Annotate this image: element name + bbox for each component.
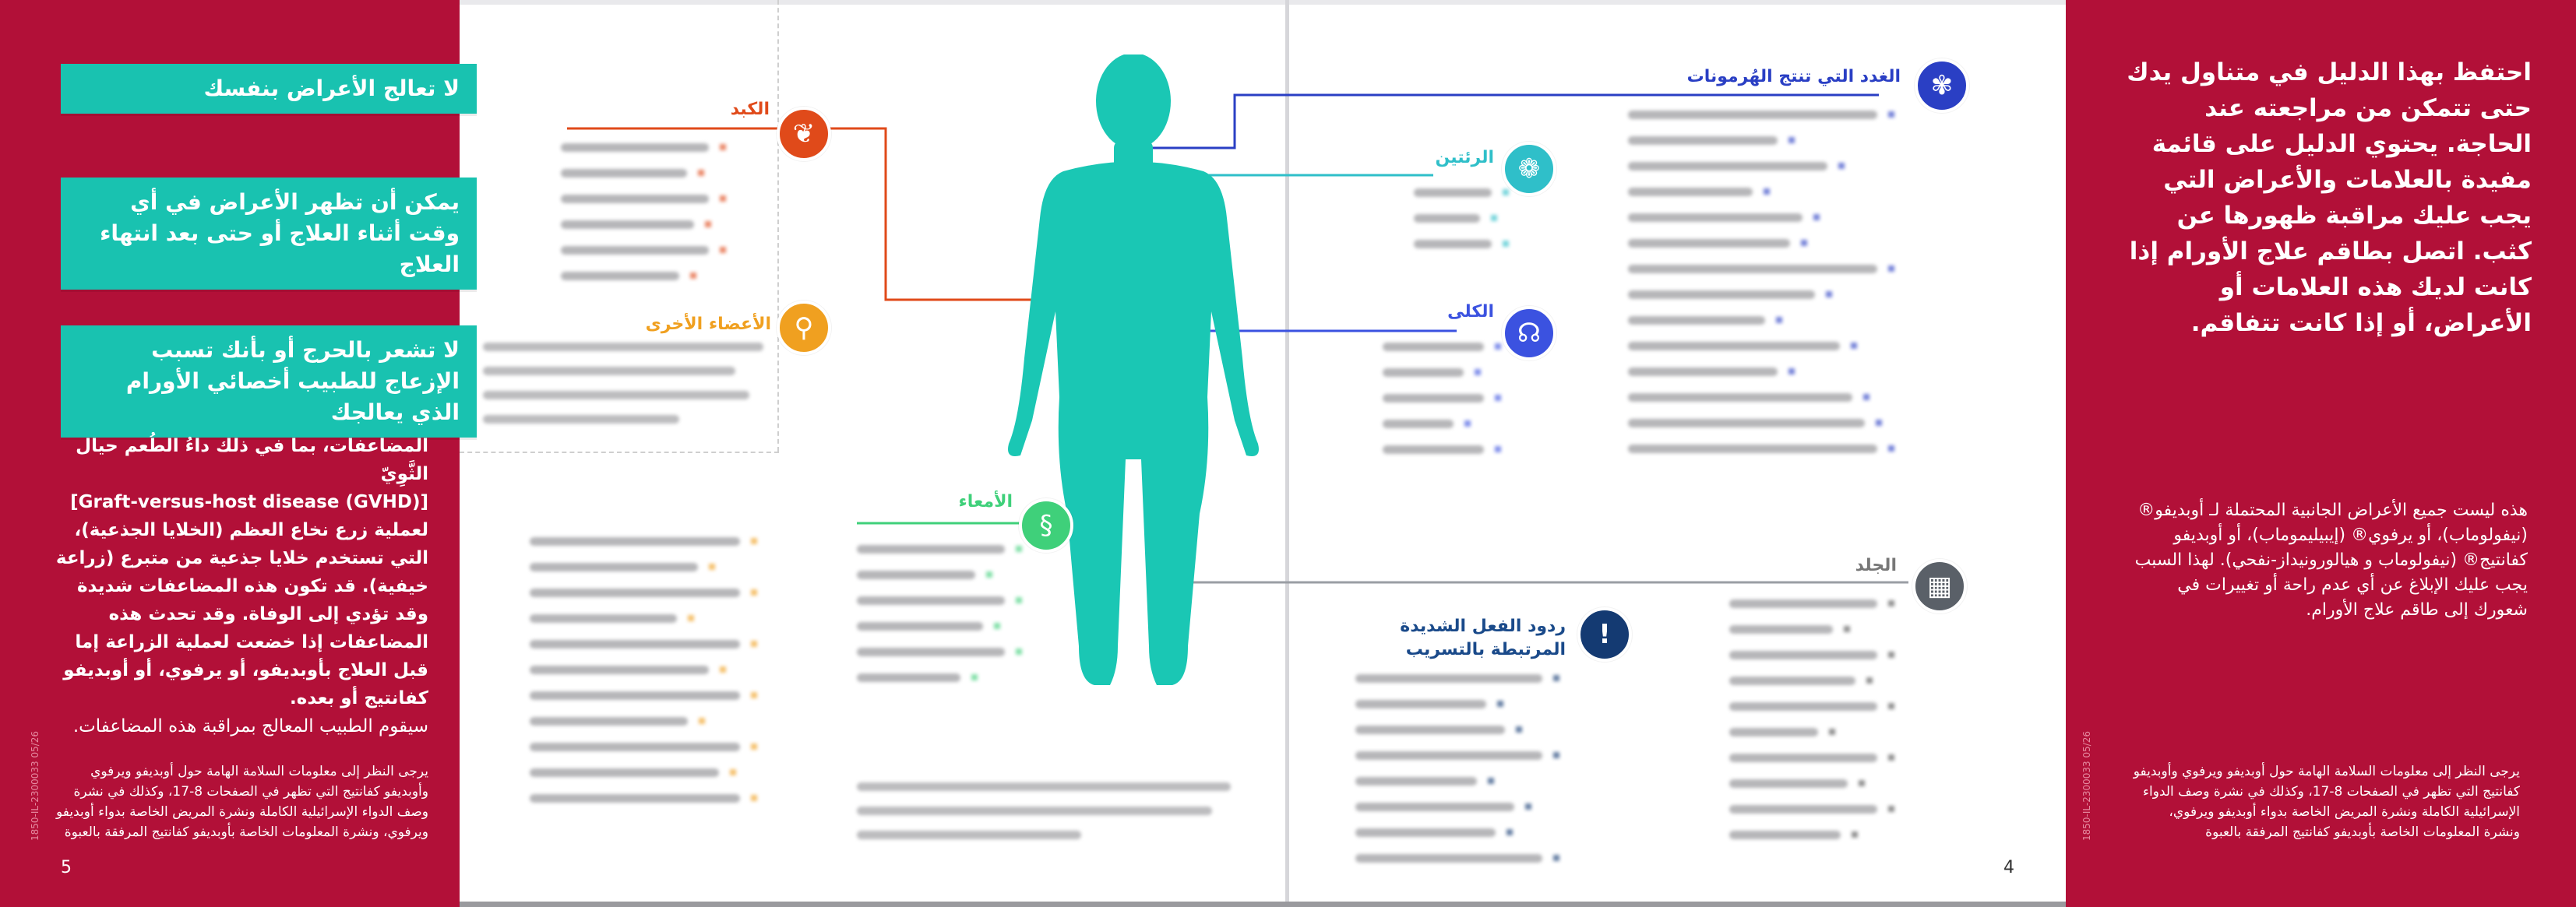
- gvhd-line-2: [(Graft-versus-host disease (GVHD]: [70, 492, 428, 512]
- intestine-icon: §: [1019, 498, 1073, 553]
- gvhd-line-1: المضاعفات، بما في ذلك داءُ الطُعم حيال الثَّوِيّ: [76, 436, 428, 484]
- intestine-symptom-list: [857, 545, 1005, 699]
- left-vertical-code: 1850-IL-2300033 05/26: [30, 730, 41, 841]
- left-footnote: يرجى النظر إلى معلومات السلامة الهامة حول أوبديفو ويرفوي وأوبديفو كفانتيج التي تظهر في الصفحات 8-17، وكذلك في نشرة وصف الدواء الإسرائيلية الكاملة ونشرة المريض الخاصة بدواء أوبديفو ويرفوي، ونشرة المعلومات الخاصة بأوبديفو كفانتيج المرفقة بالعبوة: [56, 764, 428, 840]
- hormone-symptom-list: [1628, 111, 1877, 470]
- lungs-symptom-list: [1414, 188, 1492, 265]
- section-intestines-title: الأمعاء: [958, 492, 1013, 512]
- section-skin-title: الجلد: [1855, 556, 1897, 575]
- body-outline-icon: ⚲: [777, 301, 831, 355]
- kidney-icon: ☊: [1502, 306, 1556, 360]
- skin-symptom-list: [1729, 599, 1877, 856]
- callout-anytime: يمكن أن تظهر الأعراض في أي وقت أثناء العلاج أو حتى بعد انتهاء العلاج: [61, 178, 477, 290]
- gvhd-line-3: لعملية زرع نخاع العظم (الخلايا الجذعية)، التي تستخدم خلايا جذعية من متبرع (زراعة خيفية). قد تكون هذه المضاعفات شديدة وقد تؤدي إلى الوفاة. وقد تحدث هذه المضاعفات إذا خضعت لعملية الزراعة إما قبل العلاج بأوبديفو، أو يرفوي، أو أوبديفو كفانتيج أو بعده.: [55, 520, 428, 708]
- intestine-note-text: [857, 782, 1231, 855]
- section-other-organs-title: الأعضاء الأخرى: [645, 315, 771, 334]
- liver-symptom-list: [561, 143, 709, 297]
- section-infusion-title: ردود الفعل الشديدة المرتبطة بالتسريب: [1400, 617, 1566, 659]
- thyroid-icon: ✾: [1915, 58, 1969, 113]
- section-liver-title: الكبد: [730, 100, 770, 119]
- other-organs-symptom-list: [530, 537, 740, 820]
- section-kidneys-title: الكلى: [1447, 302, 1494, 322]
- kidney-symptom-list: [1383, 343, 1484, 471]
- section-hormone-glands-title: الغدد التي تنتج الهُرمونات: [1686, 67, 1901, 86]
- other-organs-text: [483, 343, 763, 439]
- left-page-number: 5: [61, 858, 72, 877]
- right-footnote: يرجى النظر إلى معلومات السلامة الهامة حول أوبديفو ويرفوي وأوبديفو كفانتيج التي تظهر في الصفحات 8-17، وكذلك في نشرة وصف الدواء الإسرائيلية الكاملة ونشرة المريض الخاصة بدواء أوبديفو ويرفوي، ونشرة المعلومات الخاصة بأوبديفو كفانتيج المرفقة بالعبوة: [2133, 764, 2520, 840]
- section-lungs-title: الرئتين: [1435, 148, 1494, 167]
- right-page-number: 4: [2003, 858, 2014, 877]
- infusion-symptom-list: [1355, 674, 1542, 880]
- liver-icon: ❦: [777, 107, 831, 161]
- callout-self-treat: لا تعالج الأعراض بنفسك: [61, 64, 477, 114]
- right-vertical-code: 1850-IL-2300033 05/26: [2081, 730, 2092, 841]
- exclamation-icon: !: [1577, 607, 1632, 662]
- right-disclaimer: هذه ليست جميع الأعراض الجانبية المحتملة لـ أوبديفو® (نيفولوماب)، أو يرفوي® (إيبيليموماب)، أو أوبديفو كفانتيج® (نيفولوماب و هيالورونيداز-نفحي). لهذا السبب يجب عليك الإبلاغ عن أي عدم راحة أو تغييرات في شعورك إلى طاقم علاج الأورام.: [2134, 501, 2528, 620]
- right-main-text: احتفظ بهذا الدليل في متناول يدك حتى تتمكن من مراجعته عند الحاجة. يحتوي الدليل على قائمة مفيدة بالعلامات والأعراض التي يجب عليك مراقبة ظهورها عن كثب. اتصل بطاقم علاج الأورام إذا كانت لديك هذه العلامات أو الأعراض، أو إذا كانت تتفاقم.: [2127, 58, 2532, 337]
- skin-icon: ▦: [1912, 559, 1967, 613]
- callout-no-embarrassment: لا تشعر بالحرج أو بأنك تسبب الإزعاج للطبيب أخصائي الأورام الذي يعالجك: [61, 325, 477, 438]
- lungs-icon: ❁: [1502, 142, 1556, 196]
- human-body-figure: [989, 54, 1277, 716]
- gvhd-line-4: سيقوم الطبيب المعالج بمراقبة هذه المضاعفات.: [72, 716, 428, 736]
